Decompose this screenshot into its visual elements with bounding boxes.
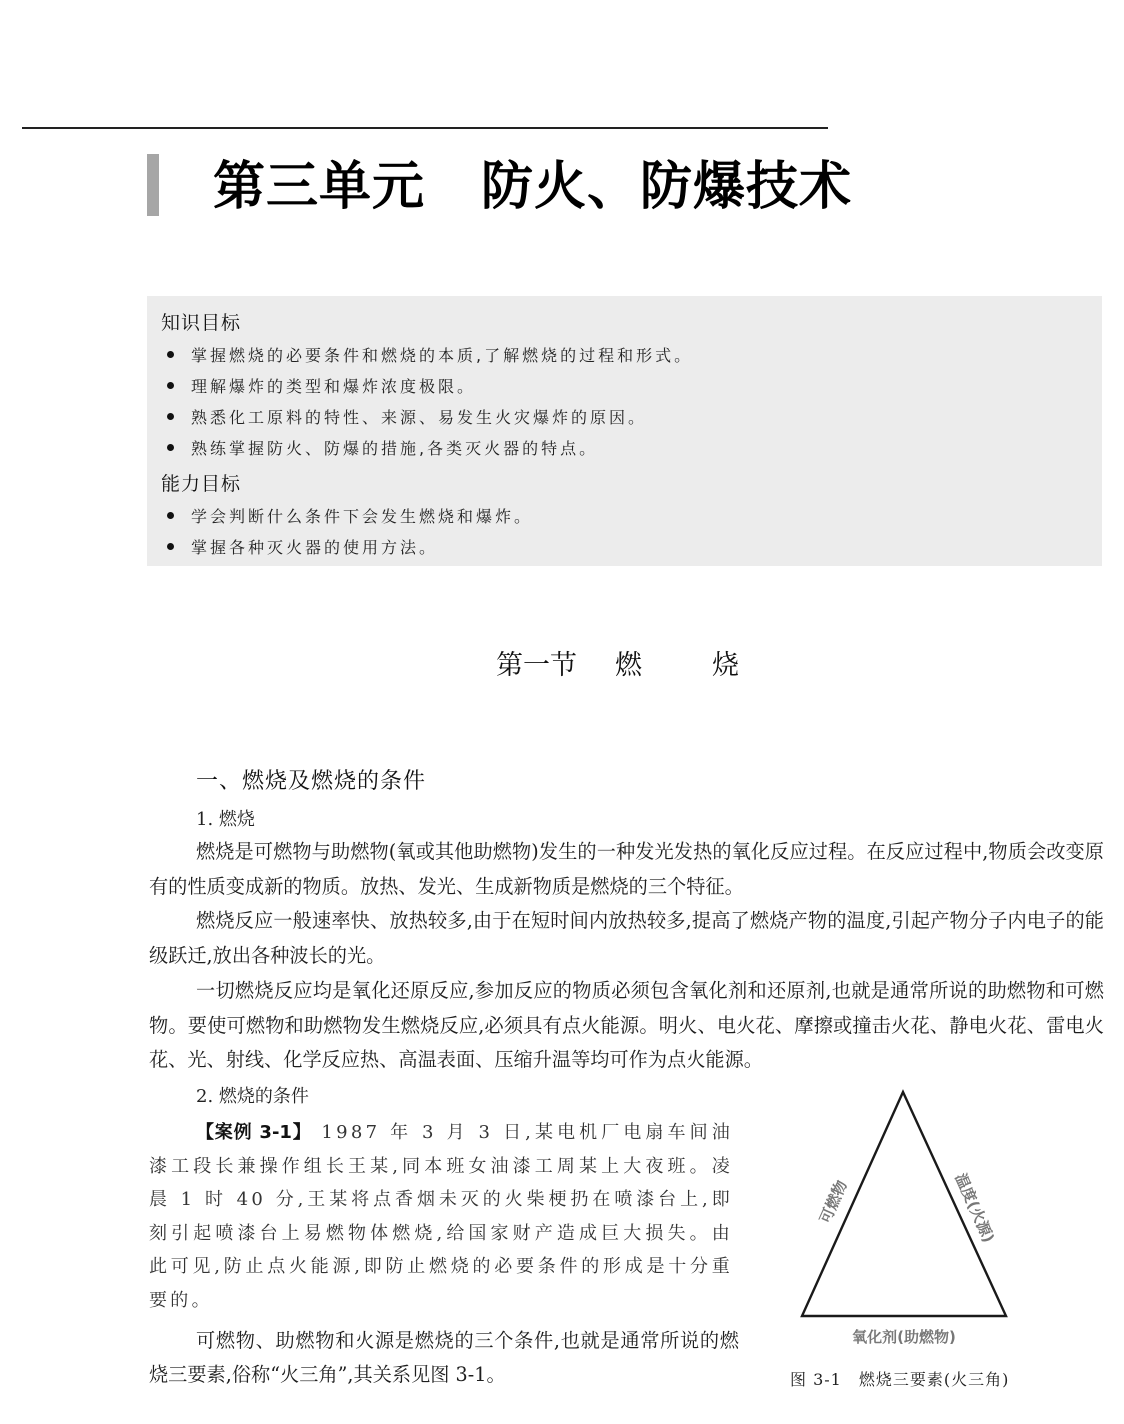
title-accent-bar [147,154,159,216]
bullet-icon [167,413,174,420]
chapter-number: 第三单元 [213,156,426,217]
knowledge-goals-heading: 知识目标 [161,312,242,334]
paragraph: 一切燃烧反应均是氧化还原反应,参加反应的物质必须包含氧化剂和还原剂,也就是通常所说的助燃物和可燃物。要使可燃物和助燃物发生燃烧反应,必须具有点火能源。明火、电火花、摩擦或撞击火花、静电火花、雷电火花、光、射线、化学反应热、高温表面、压缩升温等均可作为点火能源。 [149,979,1104,1071]
fire-triangle-diagram [780,1080,1060,1380]
bullet-icon [167,444,174,451]
header-rule [22,127,828,129]
knowledge-goal-item: 掌握燃烧的必要条件和燃烧的本质,了解燃烧的过程和形式。 [167,343,693,366]
chapter-title [213,152,852,222]
figure-caption: 图 3-1 燃烧三要素(火三角) [790,1370,1010,1389]
label-oxidizer: 氧化剂(助燃物) [852,1328,956,1346]
label-fuel: 可燃物 [816,1177,851,1227]
ability-goal-item: 掌握各种灭火器的使用方法。 [167,535,438,558]
bullet-icon [167,543,174,550]
ability-goals-heading: 能力目标 [161,473,242,495]
knowledge-goal-item: 熟练掌握防火、防爆的措施,各类灭火器的特点。 [167,436,598,459]
heading-combustion-conditions: 一、燃烧及燃烧的条件 [196,769,427,794]
case-tag: 【案例 3-1】 [196,1122,312,1143]
bullet-icon [167,382,174,389]
label-heat: 温度(火源) [951,1170,998,1246]
bullet-icon [167,351,174,358]
knowledge-goal-item: 理解爆炸的类型和爆炸浓度极限。 [167,374,476,397]
chapter-name: 防火、防爆技术 [481,156,853,217]
subheading-combustion-conditions: 2. 燃烧的条件 [196,1086,309,1107]
case-study: 【案例 3-1】 1987 年 3 月 3 日,某电机厂电扇车间油漆工段长兼操作组长王某,同本班女油漆工周某上大夜班。凌晨 1 时 40 分,王某将点香烟未灭的火柴梗扔在喷漆台上,即刻引起喷漆台上易燃物体燃烧,给国家财产造成巨大损失。由此可见,防止点火能源,即防止燃烧的必要条件的形成是十分重要的。 [149,1122,733,1311]
subheading-combustion: 1. 燃烧 [196,809,255,830]
ability-goal-item: 学会判断什么条件下会发生燃烧和爆炸。 [167,504,533,527]
paragraph: 燃烧反应一般速率快、放热较多,由于在短时间内放热较多,提高了燃烧产物的温度,引起产物分子内电子的能级跃迁,放出各种波长的光。 [149,909,1104,967]
knowledge-goal-item: 熟悉化工原料的特性、来源、易发生火灾爆炸的原因。 [167,405,647,428]
paragraph: 燃烧是可燃物与助燃物(氧或其他助燃物)发生的一种发光发热的氧化反应过程。在反应过程中,物质会改变原有的性质变成新的物质。放热、发光、生成新物质是燃烧的三个特征。 [149,840,1104,898]
section-title: 第一节 燃 烧 [496,650,739,681]
learning-goals-box [147,296,1102,566]
bullet-icon [167,512,174,519]
paragraph: 可燃物、助燃物和火源是燃烧的三个条件,也就是通常所说的燃烧三要素,俗称“火三角”,其关系见图 3-1。 [149,1329,739,1386]
